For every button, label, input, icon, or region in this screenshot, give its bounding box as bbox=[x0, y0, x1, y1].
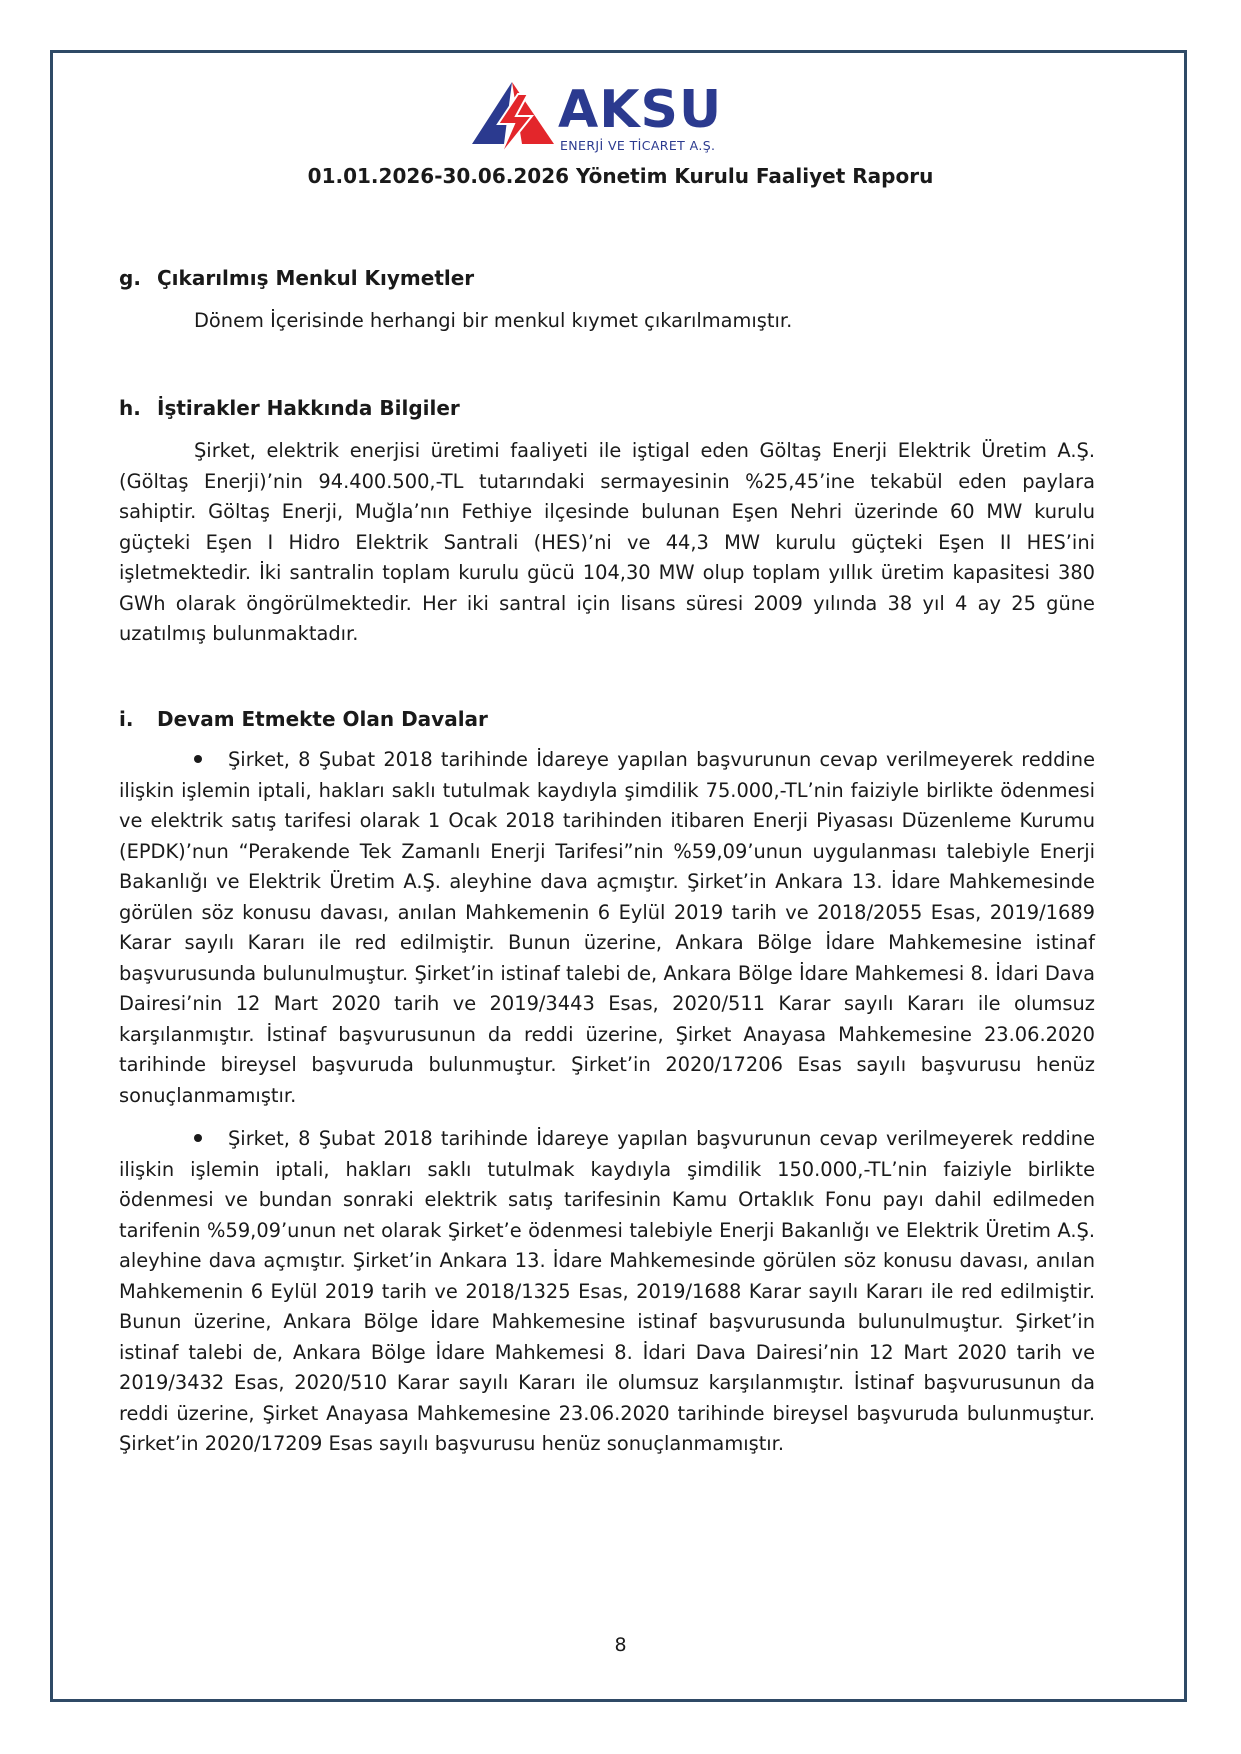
section-letter: g. bbox=[119, 266, 141, 290]
section-heading-g bbox=[119, 266, 475, 290]
bullet-text: Şirket, 8 Şubat 2018 tarihinde İdareye yapılan başvurunun cevap verilmeyerek reddine ilişkin işlemin iptali, hakları saklı tutulmak kaydıyla şimdilik 75.000,-TL’nin faiziyle birlikte ödenmesi ve elektrik satış tarifesi olarak 1 Ocak 2018 tarihinden itibaren Enerji Piyasası Düzenleme Kurumu (EPDK)’nun “Perakende Tek Zamanlı Enerji Tarifesi”nin %59,09’unun uygulanması talebiyle Enerji Bakanlığı ve Elektrik Üretim A.Ş. aleyhine dava açmıştır. Şirket’in Ankara 13. İdare Mahkemesinde görülen söz konusu davası, anılan Mahkemenin 6 Eylül 2019 tarih ve 2018/2055 Esas, 2019/1689 Karar sayılı Kararı ile red edilmiştir. Bunun üzerine, Ankara Bölge İdare Mahkemesine istinaf başvurusunda bulunulmuştur. Şirket’in istinaf talebi de, Ankara Bölge İdare Mahkemesi 8. İdari Dava Dairesi’nin 12 Mart 2020 tarih ve 2019/3443 Esas, 2020/511 Karar sayılı Kararı ile olumsuz karşılanmıştır. İstinaf başvurusunun da reddi üzerine, Şirket Anayasa Mahkemesine 23.06.2020 tarihinde bireysel başvuruda bulunmuştur. Şirket’in 2020/17206 Esas sayılı başvurusu henüz sonuçlanmamıştır. bbox=[119, 748, 1095, 1107]
section-letter: h. bbox=[119, 396, 141, 420]
section-title: Devam Etmekte Olan Davalar bbox=[157, 707, 488, 731]
bullet-text: Şirket, 8 Şubat 2018 tarihinde İdareye yapılan başvurunun cevap verilmeyerek reddine ilişkin işlemin iptali, hakları saklı tutulmak kaydıyla şimdilik 150.000,-TL’nin faiziyle birlikte ödenmesi ve bundan sonraki elektrik satış tarifesinin Kamu Ortaklık Fonu payı dahil edilmeden tarifenin %59,09’unun net olarak Şirket’e ödenmesi talebiyle Enerji Bakanlığı ve Elektrik Üretim A.Ş. aleyhine dava açmıştır. Şirket’in Ankara 13. İdare Mahkemesinde görülen söz konusu davası, anılan Mahkemenin 6 Eylül 2019 tarih ve 2018/1325 Esas, 2019/1688 Karar sayılı Kararı ile red edilmiştir. Bunun üzerine, Ankara Bölge İdare Mahkemesine istinaf başvurusunda bulunulmuştur. Şirket’in istinaf talebi de, Ankara Bölge İdare Mahkemesi 8. İdari Dava Dairesi’nin 12 Mart 2020 tarih ve 2019/3432 Esas, 2020/510 Karar sayılı Kararı ile olumsuz karşılanmıştır. İstinaf başvurusunun da reddi üzerine, Şirket Anayasa Mahkemesine 23.06.2020 tarihinde bireysel başvuruda bulunmuştur. Şirket’in 2020/17209 Esas sayılı başvurusu henüz sonuçlanmamıştır. bbox=[119, 1127, 1095, 1455]
logo-subtitle: ENERJİ VE TİCARET A.Ş. bbox=[560, 138, 716, 153]
section-title: Çıkarılmış Menkul Kıymetler bbox=[157, 266, 475, 290]
report-title: 01.01.2026-30.06.2026 Yönetim Kurulu Faaliyet Raporu bbox=[307, 164, 934, 188]
logo-wordmark: AKSU bbox=[558, 80, 723, 140]
page-number: 8 bbox=[614, 1634, 627, 1656]
section-h-text bbox=[119, 436, 1095, 650]
bullet-item bbox=[119, 1124, 1095, 1460]
section-heading-i bbox=[119, 707, 488, 731]
section-title: İştirakler Hakkında Bilgiler bbox=[157, 396, 460, 420]
section-letter: i. bbox=[119, 707, 134, 731]
paragraph-text: Şirket, elektrik enerjisi üretimi faaliyeti ile iştigal eden Göltaş Enerji Elektrik Üretim A.Ş. (Göltaş Enerji)’nin 94.400.500,-TL tutarındaki sermayesinin %25,45’ine tekabül eden paylara sahiptir. Göltaş Enerji, Muğla’nın Fethiye ilçesinde bulunan Eşen Nehri üzerinde 60 MW kurulu güçteki Eşen I Hidro Elektrik Santrali (HES)’ni ve 44,3 MW kurulu güçteki Eşen II HES’ini işletmektedir. İki santralin toplam kurulu gücü 104,30 MW olup toplam yıllık üretim kapasitesi 380 GWh olarak öngörülmektedir. Her iki santral için lisans süresi 2009 yılında 38 yıl 4 ay 25 güne uzatılmış bulunmaktadır. bbox=[119, 439, 1095, 645]
bullet-icon bbox=[194, 755, 202, 763]
bullet-item bbox=[119, 745, 1095, 1111]
company-logo bbox=[470, 80, 770, 156]
bullet-icon bbox=[194, 1134, 202, 1142]
section-g-text bbox=[119, 306, 1095, 337]
paragraph-text: Dönem İçerisinde herhangi bir menkul kıymet çıkarılmamıştır. bbox=[194, 309, 793, 332]
lightning-triangle-icon bbox=[470, 80, 560, 156]
section-heading-h bbox=[119, 396, 460, 420]
